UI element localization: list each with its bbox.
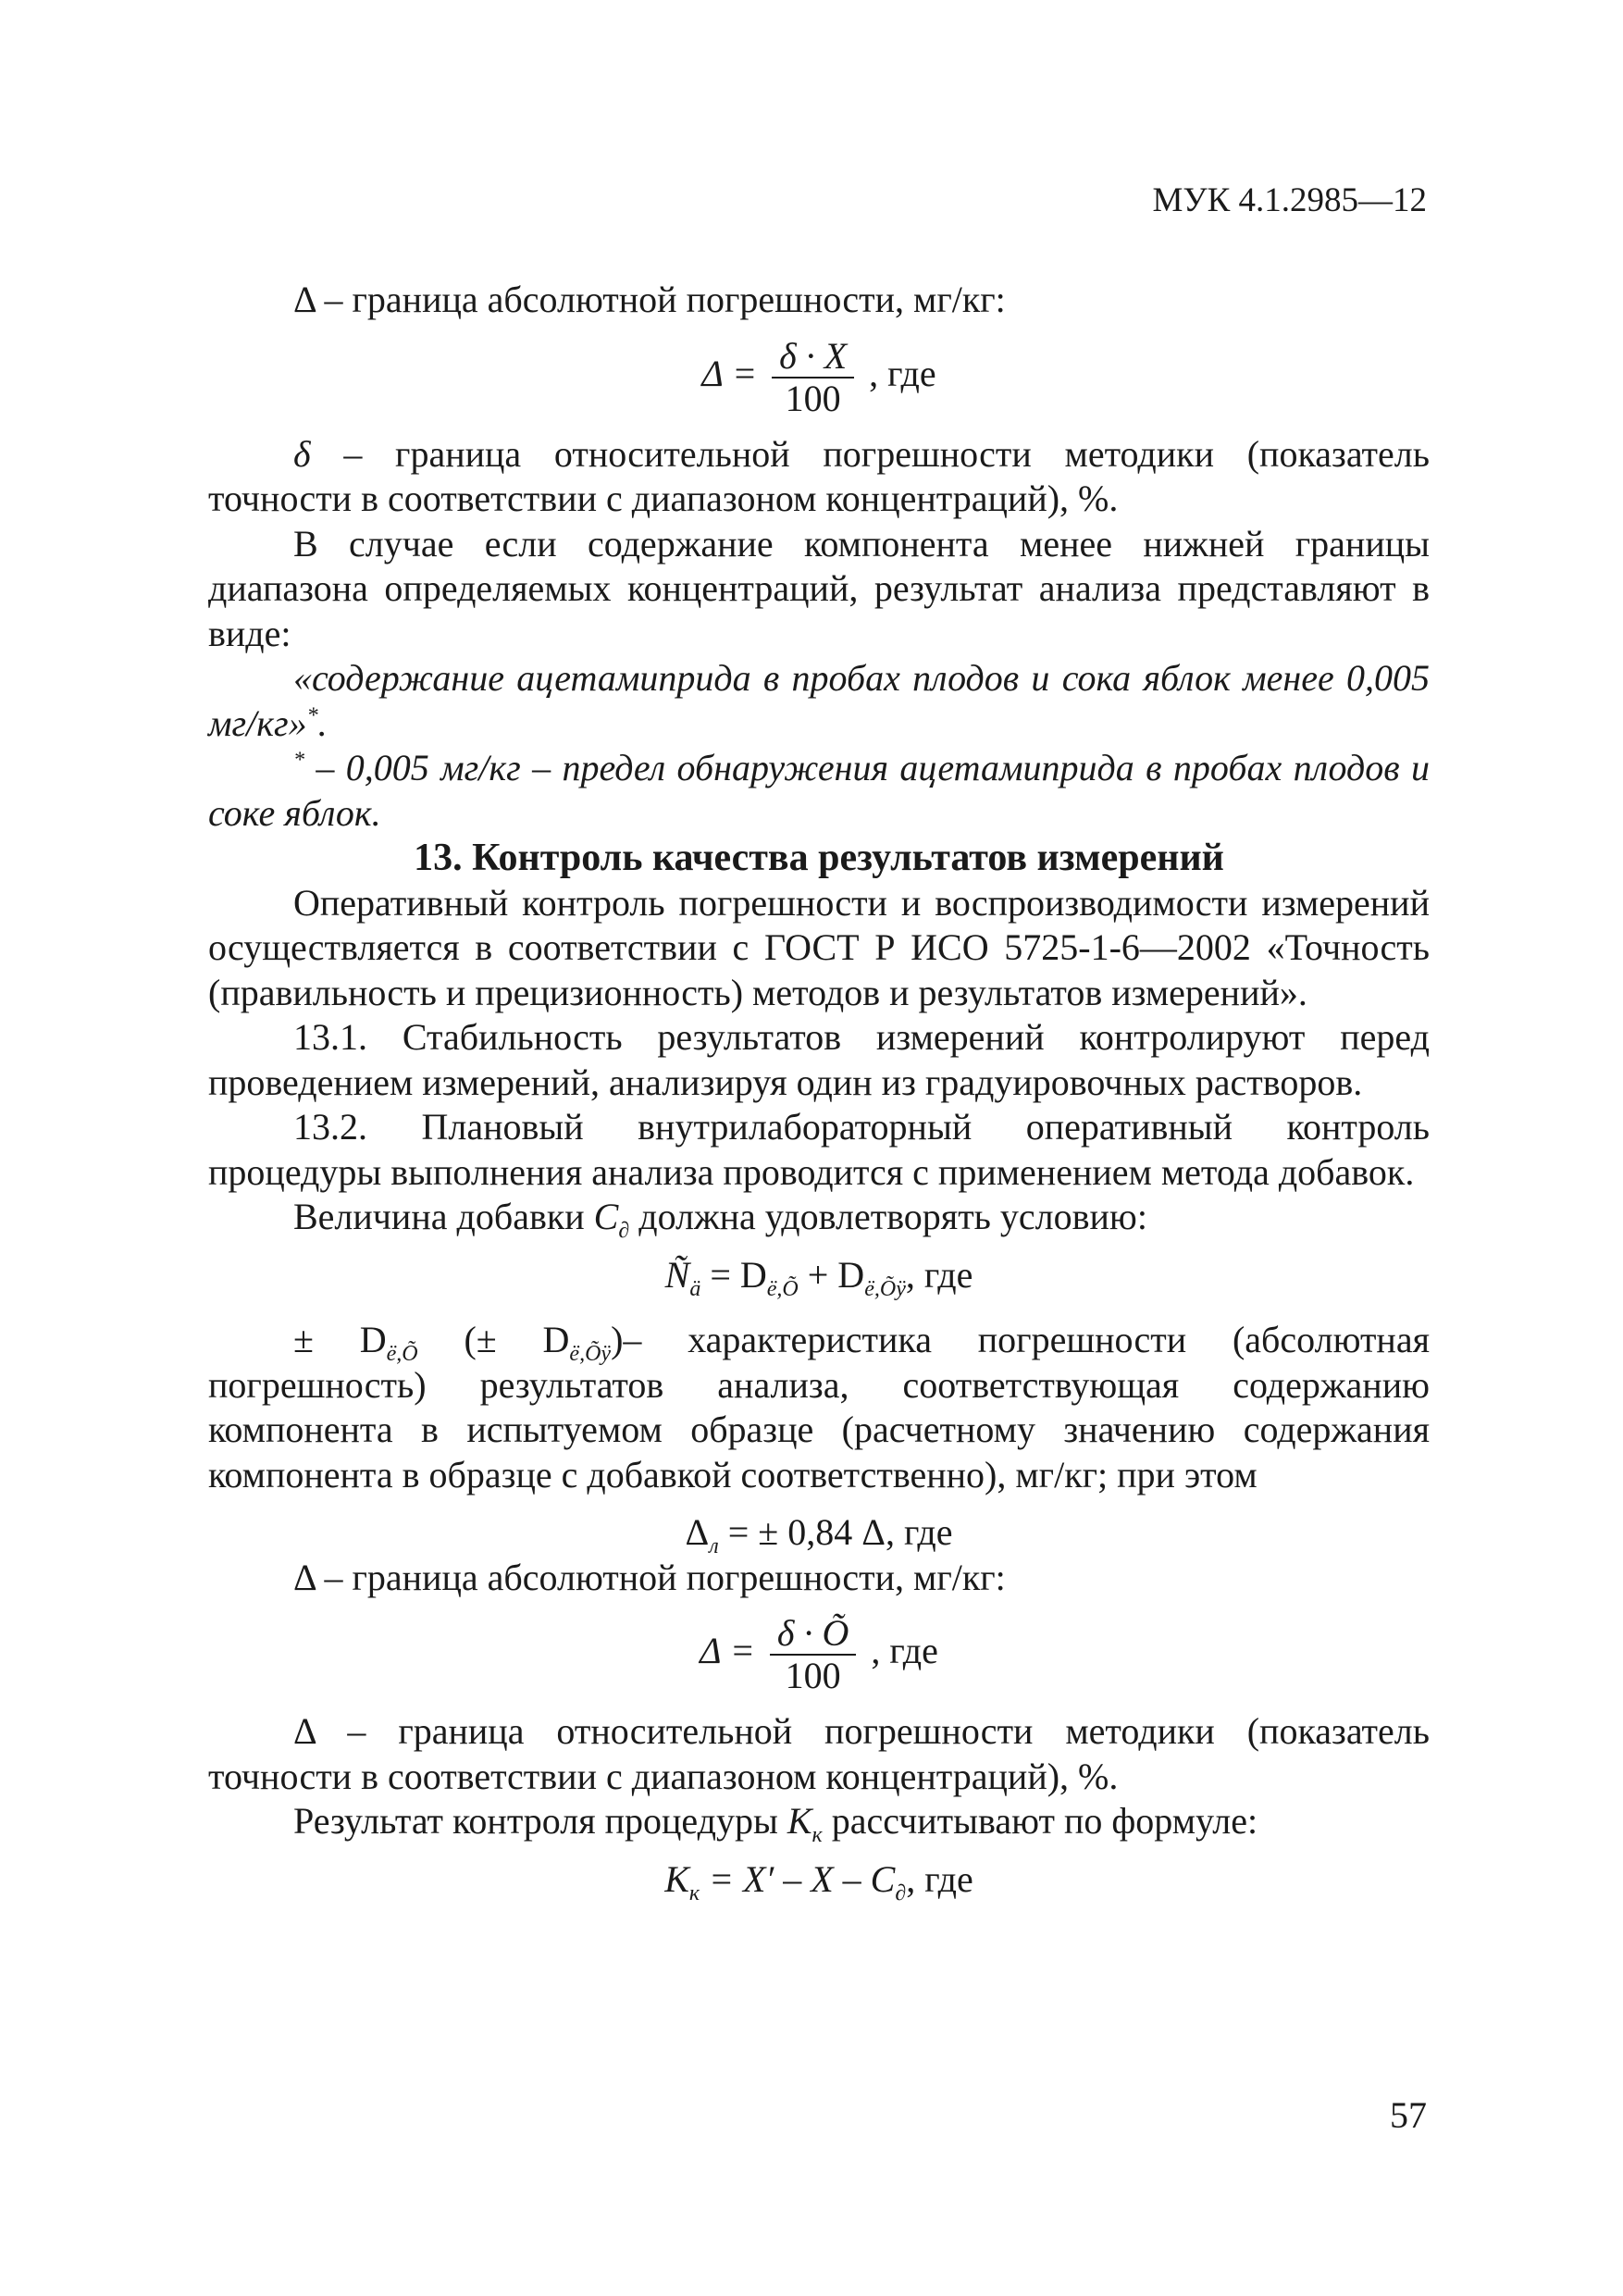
paragraph-error-characteristic [208,1318,1430,1497]
paragraph-text: Результат контроля процедуры [293,1800,787,1842]
paragraph-footnote [208,746,1430,836]
paragraph-text: )– характеристика погрешности (абсолютная погрешность) результатов анализа, соответствующая содержанию компонента в испытуемом образце (расчетному значению содержания компонента в образце с добавкой соответственно), мг/кг; при этом [208,1319,1430,1496]
formula-part: ± D [293,1319,387,1360]
symbol-sub: к [812,1823,823,1847]
formula-part: (± D [417,1319,570,1360]
paragraph-control-result [208,1799,1430,1847]
formula-lhs: Δ = [700,1630,755,1672]
formula-delta [208,336,1430,419]
formula-tail: , где [869,352,936,394]
paragraph-additive [208,1195,1430,1243]
symbol-k: К [787,1800,812,1842]
formula-control [208,1857,1430,1903]
formula-lhs: Δ = [701,352,758,394]
fraction-numerator: δ · Õ [776,1612,849,1654]
section-heading: 13. Контроль качества результатов измерений [414,837,1224,879]
formula-sub: л [709,1534,719,1558]
symbol-sub: ∂ [618,1219,630,1243]
paragraph-text: рассчитывают по формуле: [822,1800,1258,1842]
formula-sub: ë,Õÿ [569,1342,612,1366]
paragraph-13-1: 13.1. Стабильность результатов измерений контролируют перед проведением измерений, анализируя один из градуировочных растворов. [208,1016,1430,1103]
formula-sub: ∂ [895,1880,907,1905]
formula-part: Ñ [664,1253,690,1296]
paragraph-operative-control: Оперативный контроль погрешности и воспроизводимости измерений осуществляется в соответствии с ГОСТ Р ИСО 5725-1-6—2002 «Точность (правильность и прецизионность) методов и результатов измерений». [208,881,1430,1013]
fraction-denominator: 100 [770,1654,856,1696]
formula-tail: , где [905,1253,973,1296]
paragraph-abs-error-2: Δ – граница абсолютной погрешности, мг/кг: [293,1556,1006,1598]
formula-part: + D [798,1253,865,1296]
paragraph-text: должна удовлетворять условию: [629,1196,1147,1237]
formula-delta-2 [208,1613,1430,1696]
paragraph-text: Величина добавки [293,1196,594,1237]
fraction-numerator: δ · X [779,334,848,377]
formula-tail: , где [871,1630,938,1672]
formula-delta-l [208,1510,1430,1556]
page-content [208,278,1430,1905]
formula-sub: к [688,1880,700,1905]
formula-part: = X′ – X – C [700,1857,896,1900]
footnote-mark: * [293,748,304,773]
formula-part: = ± 0,84 Δ, где [718,1511,953,1553]
fraction [770,1613,856,1696]
formula-sub: ä [689,1276,701,1301]
quote-text: «содержание ацетамиприда в пробах плодов и сока яблок менее 0,005 мг/кг» [208,657,1430,744]
document-code: МУК 4.1.2985—12 [1152,181,1427,219]
symbol-c: C [593,1196,619,1237]
formula-part: Δ [685,1511,710,1553]
footnote-text: – 0,005 мг/кг – предел обнаружения ацетамиприда в пробах плодов и соке яблок. [208,747,1430,834]
paragraph-result-quote [208,656,1430,746]
fraction-denominator: 100 [772,377,854,419]
formula-tail: , где [906,1857,973,1900]
page-number: 57 [1390,2094,1427,2136]
footnote-mark: * [306,703,318,728]
paragraph-abs-error: Δ – граница абсолютной погрешности, мг/кг: [293,279,1006,320]
formula-sub: ë,Õ [766,1276,799,1301]
paragraph-rel-error-2: Δ – граница относительной погрешности методики (показатель точности в соответствии с диапазоном концентраций), %. [208,1710,1430,1797]
formula-part: К [664,1857,689,1900]
fraction [772,336,854,419]
paragraph-below-range: В случае если содержание компонента менее нижней границы диапазона определяемых концентраций, результат анализа представляют в виде: [208,522,1430,654]
formula-sub: ë,Õ [386,1342,418,1366]
formula-sub: ë,Õÿ [864,1276,906,1301]
formula-additive-condition [208,1253,1430,1301]
delta-symbol: δ [293,432,311,475]
paragraph-13-2: 13.2. Плановый внутрилабораторный оперативный контроль процедуры выполнения анализа проводится с применением метода добавок. [208,1106,1430,1193]
paragraph-text: – граница относительной погрешности методики (показатель точности в соответствии с диапазоном концентраций), %. [208,432,1430,519]
paragraph-rel-error [208,432,1430,522]
formula-part: = D [700,1253,767,1296]
quote-end: . [317,701,328,744]
